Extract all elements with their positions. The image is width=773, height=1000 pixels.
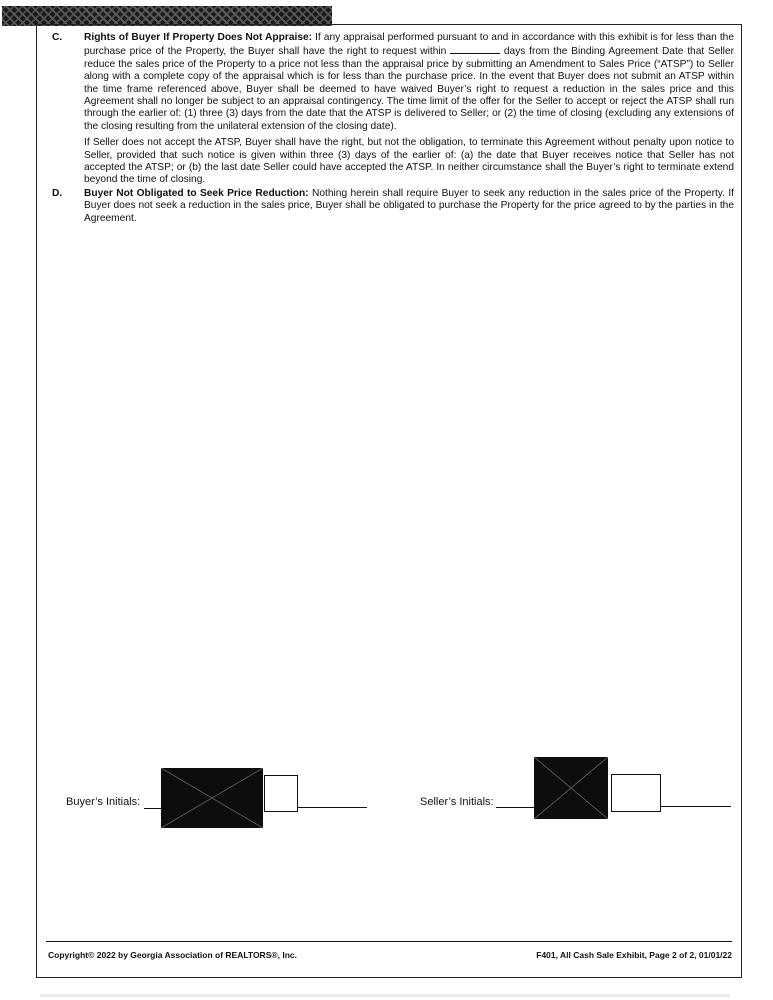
seller-initials-line-right: [661, 806, 731, 807]
buyer-initials-label: Buyer’s Initials:: [66, 796, 141, 808]
seller-initials-label: Seller’s Initials:: [420, 796, 494, 808]
section-c-paragraph-2: If Seller does not accept the ATSP, Buyer shall have the right, but not the obligation, to terminate this Agreement without penalty upon notice to Seller, provided that such notice is given within three (3) days of the earlier of: (a) the date that Buyer receives notice that Seller has not accepted the ATSP; or (b) the last date Seller could have accepted the ATSP. In neither circumstance shall the Buyer’s right to terminate extend beyond the time of closing.: [84, 137, 734, 186]
section-d-letter: D.: [52, 187, 63, 199]
buyer-initials-redaction: [161, 768, 263, 828]
document-body: [48, 32, 734, 225]
section-c-letter: C.: [52, 32, 63, 43]
seller-initials-box[interactable]: [611, 774, 661, 812]
seller-initials-redaction: [534, 757, 608, 819]
footer-divider: [46, 941, 732, 942]
buyer-initials-line-right: [298, 807, 367, 808]
section-d: [48, 188, 734, 225]
section-c-text-2: days from the Binding Agreement Date that Seller reduce the sales price of the Property to a price not less than the appraisal price by submitting an Amendment to Sales Price (“ATSP”) to Seller along with a complete copy of the appraisal which is for less than the purchase price. In the event that Buyer does not submit an ATSP within the time frame referenced above, Buyer shall be deemed to have waived Buyer’s right to request a reduction in the sales price and this Agreement shall no longer be subject to an appraisal contingency. The time limit of the offer for the Seller to accept or reject the ATSP shall run through the earlier of: (1) three (3) days from the date that the ATSP is delivered to Seller; or (2) the time of closing (excluding any extensions of the closing resulting from the unilateral extension of the closing date).: [84, 46, 735, 132]
footer-form-id: F401, All Cash Sale Exhibit, Page 2 of 2, 01/01/22: [536, 950, 732, 960]
days-blank-field[interactable]: [450, 44, 500, 54]
section-d-text: Nothing herein shall require Buyer to seek any reduction in the sales price of the Property. If Buyer does not seek a reduction in the sales price, Buyer shall be obligated to purchase the Property for the price agreed to by the parties in the Agreement.: [84, 187, 734, 224]
redaction-bar-top: [2, 6, 332, 26]
seller-initials-line-left: [496, 807, 534, 808]
buyer-initials-box[interactable]: [264, 775, 298, 812]
footer-copyright: Copyright© 2022 by Georgia Association of REALTORS®, Inc.: [48, 950, 297, 960]
section-d-heading: Buyer Not Obligated to Seek Price Reduction:: [84, 187, 309, 199]
section-c-text-1: If any appraisal performed pursuant to and in accordance with this exhibit is for less than the purchase price of the Property, the Buyer shall have the right to request within: [84, 32, 735, 58]
scan-edge: [40, 994, 730, 997]
section-c-heading: Rights of Buyer If Property Does Not Appraise:: [84, 32, 313, 43]
section-c: [48, 32, 734, 187]
buyer-initials-line-left: [144, 808, 162, 809]
